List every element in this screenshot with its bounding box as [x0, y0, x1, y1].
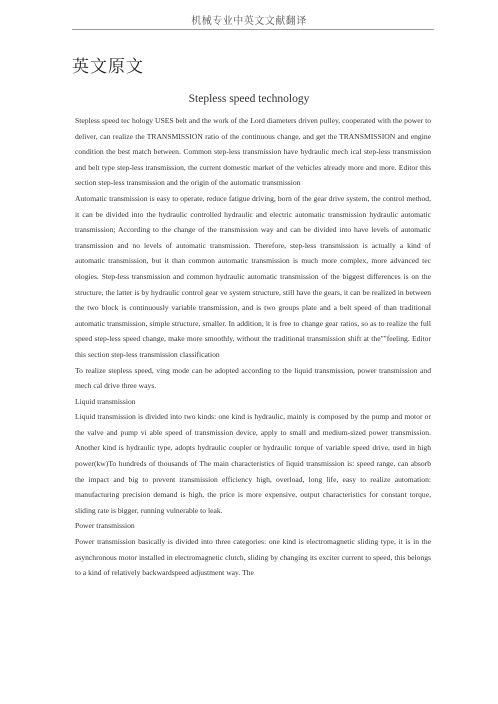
- paragraph: Stepless speed tec hology USES belt and the work of the Lord diameters driven pulley, cooperated with the power to deliver, can realize the TRANSMISSION ratio of the continuous change, and get the TRANSMISSION and engine condition the best match between. Common step-less transmission have hydraulic mech ical step-less transmission and belt type step-less transmission, the current domestic market of the vehicles already more and more. Editor this section step-less transmission and the origin of the automatic transmission: [75, 116, 431, 188]
- section-heading: 英文原文: [72, 57, 144, 76]
- document-title: Stepless speed technology: [188, 93, 310, 105]
- paragraph: To realize stepless speed, ving mode can be adopted according to the liquid transmission, power transmission and mech cal drive three ways.: [75, 365, 431, 391]
- paragraph: Automatic transmission is easy to operate, reduce fatigue driving, born of the gear drive system, the control method, it can be divided into the hydraulic controlled hydraulic and electric automatic transmission hydraulic automatic transmission; According to the change of the transmission way and can be divided into have levels of automatic transmission and no levels of automatic transmission. Therefore, step-less transmission is actually a kind of automatic transmission, but it than common automatic transmission is much more complex, more advanced tec ologies. Step-less transmission and common hydraulic automatic transmission of the biggest differences is on the structure, the latter is by hydraulic control gear ve system structure, still have the gears, it can be realized in between the two block is continuously variable transmission, and is two groups plate and a belt speed of than traditional automatic transmission, simple structure, smaller. In addition, it is free to change gear ratios, so as to realize the full speed step-less speed change, make more smoothly, without the traditional transmission shift at the""feeling. Editor this section step-less transmission classification: [75, 193, 431, 359]
- subheading-power-transmission: Power transmission: [75, 521, 135, 531]
- paragraph: Power transmission basically is divided into three categories: one kind is electromagnetic sliding type, it is in the asynchronous motor installed in electromagnetic clutch, sliding by changing its exciter current to speed, this belongs to a kind of relatively backwardspeed adjustment way. The: [75, 537, 431, 578]
- subheading-liquid-transmission: Liquid transmission: [75, 396, 136, 406]
- paragraph: Liquid transmission is divided into two kinds: one kind is hydraulic, mainly is composed by the pump and motor or the valve and pump vi able speed of transmission device, apply to small and medium-sized power transmission. Another kind is hydraulic type, adopts hydraulic coupler or hydraulic torque of variable speed drive, used in high power(kw)To hundreds of thousands of The main characteristics of liquid transmission is: speed range, can absorb the impact and big to prevent transmission efficiency high, overload, long life, easy to realize automation: manufacturing precision demand is high, the price is more expensive, output characteristics for constant torque, sliding rate is bigger, running vulnerable to leak.: [75, 412, 431, 515]
- page-header: 机械专业中英文文献翻译: [191, 16, 307, 27]
- document-body: [75, 113, 431, 581]
- header-rule: [72, 29, 434, 30]
